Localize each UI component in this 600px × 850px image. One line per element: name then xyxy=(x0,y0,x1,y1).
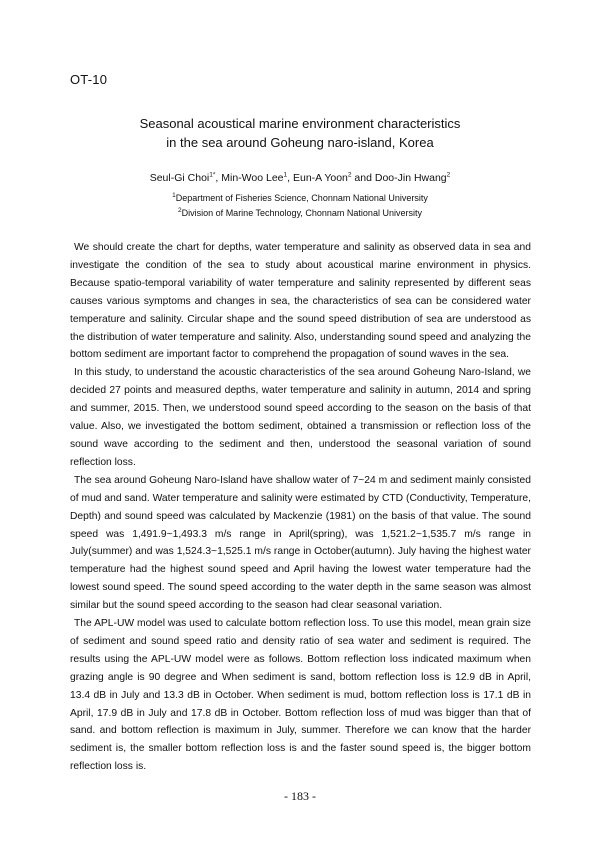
author-separator: and xyxy=(351,172,375,184)
body-paragraph: We should create the chart for depths, water temperature and salinity as observed data in sea and investigate the condition of the sea to study about acoustical marine environment in physics. Because spatio-temporal variability of water temperature and salinity represented by different seas causes various symptoms and changes in sea, the characteristics of sea can be considered water temperature and salinity. Circular shape and the sound speed distribution of sea are understood as the distribution of water temperature and salinity. Also, understanding sound speed and analyzing the bottom sediment are important factor to comprehend the propagation of sound waves in the sea. xyxy=(70,242,531,361)
author-name: Eun-A Yoon xyxy=(292,172,348,184)
title-line-1: Seasonal acoustical marine environment characteristics xyxy=(139,116,461,131)
affiliation-text: Department of Fisheries Science, Chonnam National University xyxy=(175,193,428,203)
body-paragraph: The sea around Goheung Naro-Island have shallow water of 7~24 m and sediment mainly consisted of mud and sand. Water temperature and salinity were estimated by CTD (Conductivity, Temperature, Depth) and sound speed was calculated by Mackenzie (1981) on the basis of that value. The sound speed was 1,491.9~1,493.3 m/s range in April(spring), was 1,521.2~1,535.7 m/s range in July(summer) and was 1,524.3~1,525.1 m/s range in October(autumn). July having the highest water temperature had the highest sound speed and April having the lowest water temperature had the lowest sound speed. The sound speed according to the water depth in the same season was almost similar but the sound speed according to the season had clear seasonal variation. xyxy=(70,474,531,612)
author-separator: , xyxy=(287,172,293,184)
title-line-2: in the sea around Goheung naro-island, Korea xyxy=(166,135,434,150)
session-code: OT-10 xyxy=(70,72,108,87)
paper-title xyxy=(0,114,600,152)
affiliation-mark: 1 xyxy=(172,192,176,199)
author-affiliation-mark: 1 xyxy=(283,171,288,179)
page-number: - 183 - xyxy=(284,789,316,803)
body-paragraph: In this study, to understand the acoustic characteristics of the sea around Goheung Naro-Island, we decided 27 points and measured depths, water temperature and salinity in autumn, 2014 and spring and summer, 2015. Then, we understood sound speed according to the season on the basis of that value. Also, we investigated the bottom sediment, obtained a transmission or reflection loss of the sound wave according to the sediment and then, understood the seasonal variation of sound reflection loss. xyxy=(70,367,531,468)
affiliation-2 xyxy=(0,208,600,218)
author-name: Doo-Jin Hwang xyxy=(374,172,447,184)
author-affiliation-mark: 2 xyxy=(446,171,451,179)
affiliation-1 xyxy=(0,193,600,203)
author-list xyxy=(0,172,600,184)
author-affiliation-mark: 1* xyxy=(209,171,216,179)
affiliation-text: Division of Marine Technology, Chonnam National University xyxy=(181,208,422,218)
abstract-body xyxy=(70,239,531,776)
author-separator: , xyxy=(215,172,222,184)
author-name: Seul-Gi Choi xyxy=(149,172,210,184)
author-name: Min-Woo Lee xyxy=(221,172,284,184)
author-affiliation-mark: 2 xyxy=(347,171,352,179)
body-paragraph: The APL-UW model was used to calculate bottom reflection loss. To use this model, mean grain size of sediment and sound speed ratio and density ratio of sea water and sediment is required. The results using the APL-UW model were as follows. Bottom reflection loss indicated maximum when grazing angle is 90 degree and When sediment is sand, bottom reflection loss is 12.9 dB in April, 13.4 dB in July and 13.3 dB in October. When sediment is mud, bottom reflection loss is 17.1 dB in April, 17.9 dB in July and 17.8 dB in October. Bottom reflection loss of mud was bigger than that of sand. and bottom reflection is maximum in July, summer. Therefore we can know that the harder sediment is, the smaller bottom reflection loss is and the faster sound speed is, the bigger bottom reflection loss is. xyxy=(70,618,531,773)
affiliation-mark: 2 xyxy=(178,207,182,214)
